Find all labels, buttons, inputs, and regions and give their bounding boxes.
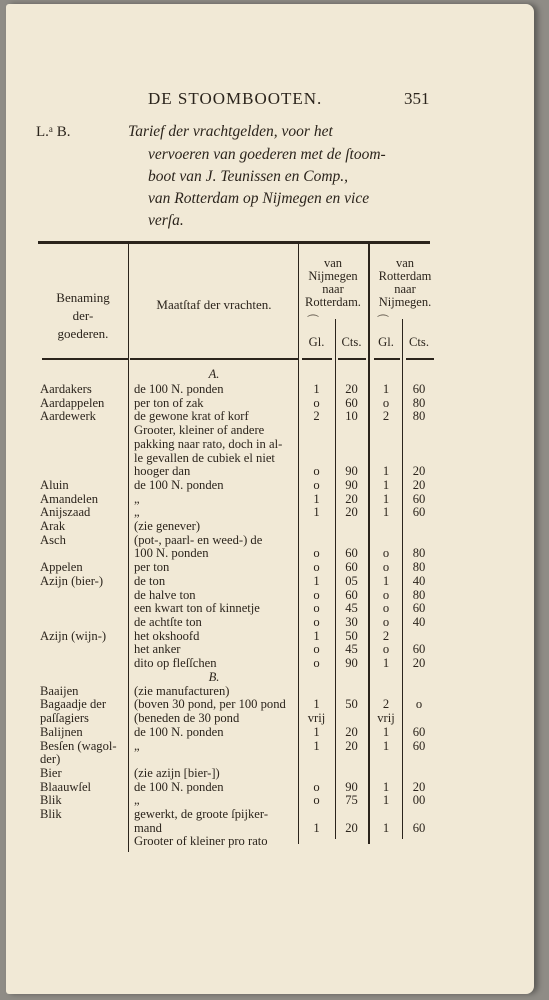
cell-g2: 2 xyxy=(382,628,390,643)
section-label: A. xyxy=(208,367,220,381)
brace-mark: ⏜ xyxy=(307,314,319,328)
cell-name: Besſen (wagol- xyxy=(40,738,117,753)
intro-line: van Rotterdam op Nijmegen en vice xyxy=(148,190,370,207)
cell-measure: (zie azijn [bier-]) xyxy=(134,765,220,780)
cell-g2: vrij xyxy=(377,711,395,726)
cell-c1: 60 xyxy=(345,560,358,575)
cell-name: Asch xyxy=(40,532,66,547)
cell-c1: 20 xyxy=(345,738,358,753)
cell-c2: 60 xyxy=(412,820,426,835)
cell-c1: 50 xyxy=(345,628,358,643)
cell-c2: 60 xyxy=(412,724,426,739)
cell-c1: 50 xyxy=(345,697,358,712)
cell-c2: 00 xyxy=(412,793,426,808)
cell-g2: o xyxy=(382,601,390,616)
table-top-rule xyxy=(38,241,430,244)
cell-c1: 90 xyxy=(345,477,358,492)
cell-g2: 1 xyxy=(382,491,390,506)
cell-name: Appelen xyxy=(40,560,83,575)
cell-measure: de 100 N. ponden xyxy=(134,779,224,794)
cell-name: Blaauwſel xyxy=(40,779,92,794)
cell-name: Baaijen xyxy=(40,683,79,698)
column-divider xyxy=(298,244,299,844)
cell-c2: 80 xyxy=(412,560,426,575)
cell-c1: 90 xyxy=(345,656,358,670)
cell-name: Aluin xyxy=(40,477,69,492)
cell-measure: pakking naar rato, doch in al- xyxy=(134,436,283,451)
page-number: 351 xyxy=(404,89,430,108)
cell-measure: le gevallen de cubiek el niet xyxy=(134,450,275,465)
cell-measure: (zie genever) xyxy=(134,519,201,533)
cell-g1: 1 xyxy=(313,820,320,835)
running-title: DE STOOMBOOTEN. xyxy=(148,89,323,108)
cell-name: Aardewerk xyxy=(40,409,96,424)
cell-g2: 1 xyxy=(382,477,390,492)
cell-c1: 20 xyxy=(345,505,358,520)
cell-measure: hooger dan xyxy=(134,464,191,479)
cell-measure: (zie manufacturen) xyxy=(134,683,230,698)
cell-measure: per ton of zak xyxy=(134,395,204,410)
cell-c1: 60 xyxy=(345,587,358,602)
cell-measure: het anker xyxy=(134,642,181,657)
cell-measure: de achtſte ton xyxy=(134,614,202,629)
cell-name: Azijn (bier-) xyxy=(40,573,104,588)
column-divider xyxy=(128,244,129,852)
cell-g1: 1 xyxy=(313,382,320,396)
cell-g1: o xyxy=(313,642,320,657)
cell-g2: 1 xyxy=(382,573,390,588)
cell-c2: 20 xyxy=(412,656,426,670)
cell-g1: o xyxy=(313,614,320,629)
cell-measure: de halve ton xyxy=(134,587,196,602)
cell-g2: 1 xyxy=(382,505,390,520)
header-rule xyxy=(338,358,366,360)
cell-measure: een kwart ton of kinnetje xyxy=(134,601,260,616)
cell-c2: 60 xyxy=(412,505,426,520)
header-rule xyxy=(42,358,128,360)
cell-measure: de 100 N. ponden xyxy=(134,382,224,396)
brace-mark: ⏜ xyxy=(377,314,389,328)
cell-g1: o xyxy=(313,464,320,479)
cell-g1: 2 xyxy=(313,409,320,424)
cell-c1: 20 xyxy=(345,382,358,396)
cell-g2: 1 xyxy=(382,820,390,835)
cell-g2: o xyxy=(382,642,390,657)
cell-c1: 90 xyxy=(345,464,358,479)
cell-c2: 20 xyxy=(412,779,426,794)
cell-g2: o xyxy=(382,546,390,561)
cell-c2: 80 xyxy=(412,546,426,561)
column-divider xyxy=(368,244,370,844)
cell-name: Blik xyxy=(40,793,62,808)
header-rule xyxy=(130,358,298,360)
cell-c1: 20 xyxy=(345,724,358,739)
cell-c2: 80 xyxy=(412,395,426,410)
cell-g2: o xyxy=(382,560,390,575)
cell-measure: „ xyxy=(134,491,140,506)
cell-c2: 80 xyxy=(412,587,426,602)
cell-g2: 1 xyxy=(382,656,390,670)
header-name: Benaming der- goederen. xyxy=(56,290,110,341)
intro-line: vervoeren van goederen met de ſtoom- xyxy=(148,146,386,163)
cell-g2: 1 xyxy=(382,779,390,794)
intro-line: boot van J. Teunissen en Comp., xyxy=(148,168,349,185)
header-measure: Maatſtaf der vrachten. xyxy=(156,297,272,312)
cell-c1: 05 xyxy=(345,573,358,588)
cell-g2: o xyxy=(382,395,390,410)
cell-measure: Grooter of kleiner pro rato xyxy=(134,834,268,849)
cell-c2: 60 xyxy=(412,738,426,753)
cell-c1: 45 xyxy=(345,642,358,657)
cell-g2: o xyxy=(382,587,390,602)
cell-c1: 30 xyxy=(345,614,358,629)
header-gl: Gl. xyxy=(378,335,394,349)
cell-g1: 1 xyxy=(313,491,320,506)
cell-g2: 1 xyxy=(382,724,390,739)
cell-name: Balijnen xyxy=(40,724,83,739)
book-page xyxy=(6,4,534,994)
cell-measure: Grooter, kleiner of andere xyxy=(134,423,265,438)
cell-c1: 45 xyxy=(345,601,358,616)
cell-g1: 1 xyxy=(313,573,320,588)
cell-g2: 1 xyxy=(382,464,390,479)
header-gl: Gl. xyxy=(308,335,325,349)
cell-measure: (boven 30 pond, per 100 pond xyxy=(134,697,286,712)
cell-c1: 20 xyxy=(345,491,358,506)
cell-measure: de ton xyxy=(134,573,166,588)
intro-line: Tarief der vrachtgelden, voor het xyxy=(128,123,333,140)
cell-name: Amandelen xyxy=(40,491,99,506)
header-group-rotterdam: van Rotterdam naar Nijmegen. xyxy=(378,256,432,309)
cell-c1: 10 xyxy=(345,409,358,424)
cell-measure: „ xyxy=(134,738,140,753)
cell-measure: mand xyxy=(134,820,162,835)
cell-measure: per ton xyxy=(134,560,170,575)
cell-c2: 20 xyxy=(412,477,426,492)
cell-g2: 1 xyxy=(382,382,390,396)
cell-g2: 2 xyxy=(382,697,390,712)
cell-g1: 1 xyxy=(313,505,320,520)
cell-c2: 20 xyxy=(412,464,426,479)
cell-measure: „ xyxy=(134,793,140,808)
section-label: B. xyxy=(208,669,220,684)
cell-measure: het okshoofd xyxy=(134,628,200,643)
cell-c1: 90 xyxy=(345,779,358,794)
cell-g1: o xyxy=(313,656,320,670)
header-rule xyxy=(406,358,434,360)
cell-g1: o xyxy=(313,779,320,794)
cell-c2: 80 xyxy=(412,409,426,424)
cell-g2: 1 xyxy=(382,738,390,753)
intro-line: verſa. xyxy=(148,212,184,229)
cell-measure: „ xyxy=(134,505,140,520)
cell-g1: o xyxy=(313,793,320,808)
cell-measure: gewerkt, de groote ſpijker- xyxy=(134,807,269,821)
cell-c2: o xyxy=(415,697,423,712)
cell-measure: de 100 N. ponden xyxy=(134,477,224,492)
cell-g1: 1 xyxy=(313,724,320,739)
cell-c1: 60 xyxy=(345,395,358,410)
header-group-nijmegen: van Nijmegen naar Rotterdam. xyxy=(305,256,361,309)
cell-measure: de gewone krat of korf xyxy=(134,409,249,424)
cell-c1: 20 xyxy=(345,820,358,835)
cell-g2: 1 xyxy=(382,793,390,808)
cell-c2: 60 xyxy=(412,642,426,657)
cell-c2: 60 xyxy=(412,382,426,396)
cell-c2: 60 xyxy=(412,601,426,616)
cell-name: Arak xyxy=(40,519,66,533)
cell-c1: 75 xyxy=(345,793,358,808)
cell-c2: 40 xyxy=(412,614,426,629)
cell-g1: 1 xyxy=(313,697,320,712)
cell-g1: o xyxy=(313,560,320,575)
cell-c2: 60 xyxy=(412,491,426,506)
cell-name: paſſagiers xyxy=(40,711,89,726)
cell-g1: o xyxy=(313,546,320,561)
cell-g2: 2 xyxy=(382,409,390,424)
cell-name: Blik xyxy=(40,807,62,821)
header-rule xyxy=(374,358,400,360)
cell-g1: 1 xyxy=(313,628,320,643)
cell-name: Bier xyxy=(40,765,62,780)
cell-name: der) xyxy=(40,752,61,767)
cell-name: Aardappelen xyxy=(40,395,105,410)
header-cts: Cts. xyxy=(409,335,429,349)
cell-g1: o xyxy=(313,477,320,492)
cell-g1: o xyxy=(313,395,320,410)
cell-name: Aardakers xyxy=(40,382,92,396)
cell-g1: vrij xyxy=(307,711,326,726)
header-rule xyxy=(302,358,332,360)
cell-g1: 1 xyxy=(313,738,320,753)
cell-measure: (pot-, paarl- en weed-) de xyxy=(134,532,263,547)
cell-name: Anijszaad xyxy=(40,505,91,520)
cell-c1: 60 xyxy=(345,546,358,561)
cell-measure: 100 N. ponden xyxy=(134,546,209,561)
cell-g1: o xyxy=(313,601,320,616)
cell-c2: 40 xyxy=(412,573,426,588)
cell-g2: o xyxy=(382,614,390,629)
cell-name: Azijn (wijn-) xyxy=(40,628,107,643)
cell-g1: o xyxy=(313,587,320,602)
header-cts: Cts. xyxy=(341,335,362,349)
cell-measure: (beneden de 30 pond xyxy=(134,711,240,726)
cell-measure: de 100 N. ponden xyxy=(134,724,224,739)
marginal-note: L.ᵃ B. xyxy=(36,124,71,140)
cell-name: Bagaadje der xyxy=(40,697,107,712)
cell-measure: dito op fleſſchen xyxy=(134,656,217,670)
